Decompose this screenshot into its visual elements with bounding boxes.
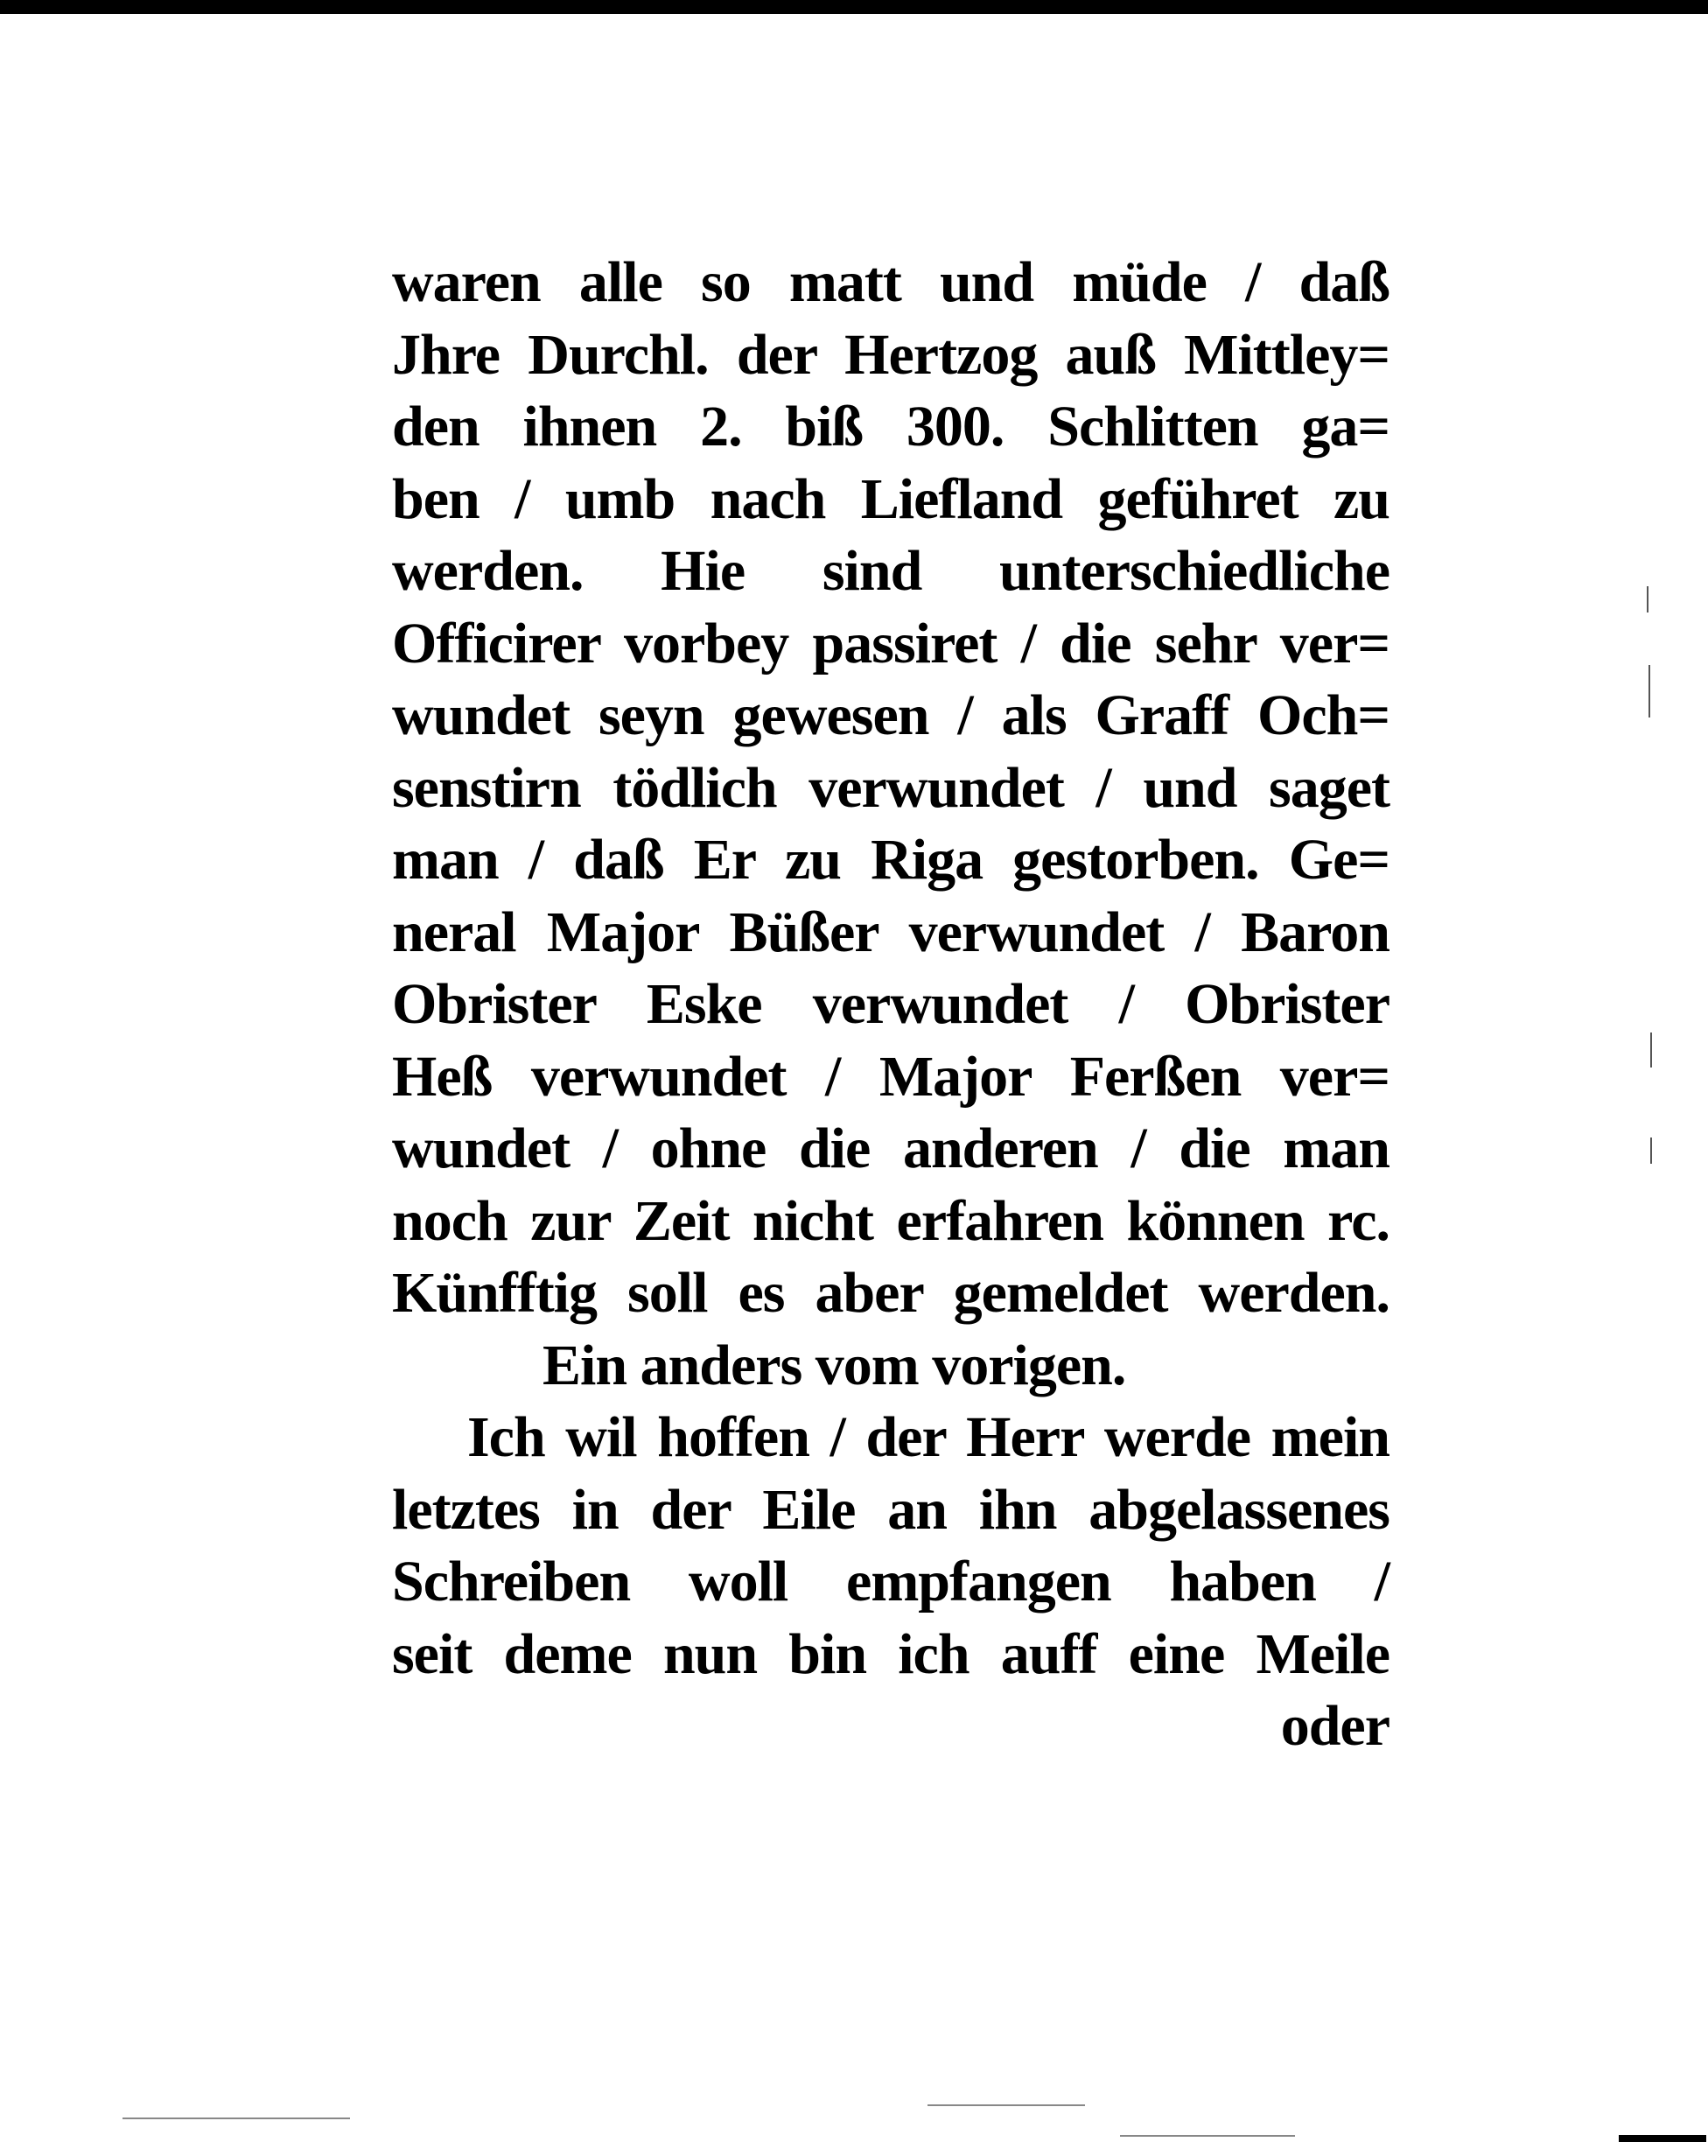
text-line: man / daß Er zu Riga gestorben. Ge= [392, 828, 1390, 892]
text-line: Heß verwundet / Major Ferßen ver= [392, 1044, 1390, 1109]
text-line: ben / umb nach Liefland geführet zu [392, 466, 1390, 531]
scan-artifact [1647, 586, 1648, 612]
text-line: Schreiben woll empfangen haben / [392, 1550, 1390, 1614]
scan-artifact [1650, 1032, 1652, 1068]
text-line: Jhre Durchl. der Hertzog auß Mittley= [392, 322, 1390, 387]
text-line: Künfftig soll es aber gemeldet werden. [392, 1261, 1390, 1325]
text-line: Ich wil hoffen / der Herr werde mein [467, 1405, 1390, 1469]
scan-artifact [1619, 2135, 1706, 2142]
text-line: Obrister Eske verwundet / Obrister [392, 972, 1390, 1036]
text-line: letztes in der Eile an ihn abgelassenes [392, 1477, 1390, 1542]
text-line: wundet / ohne die anderen / die man [392, 1116, 1390, 1180]
scan-artifact [122, 2118, 350, 2119]
scan-artifact [1650, 1138, 1652, 1164]
scan-top-border [0, 0, 1708, 14]
page-text [392, 247, 1390, 1763]
text-line: werden. Hie sind unterschiedliche [392, 539, 1390, 603]
text-line: noch zur Zeit nicht erfahren können rc. [392, 1188, 1390, 1253]
section-heading: Ein anders vom vorigen. [542, 1333, 1126, 1397]
text-line: waren alle so matt und müde / daß [392, 250, 1390, 314]
text-line: senstirn tödlich verwundet / und saget [392, 755, 1390, 820]
text-line: wundet seyn gewesen / als Graff Och= [392, 683, 1390, 747]
text-line: Officirer vorbey passiret / die sehr ver= [392, 611, 1390, 676]
scan-artifact [1648, 665, 1650, 718]
text-line: den ihnen 2. biß 300. Schlitten ga= [392, 395, 1390, 458]
text-line: neral Major Büßer verwundet / Baron [392, 900, 1390, 964]
catchword: oder [1280, 1694, 1390, 1758]
scan-artifact [1120, 2135, 1295, 2137]
scan-artifact [928, 2104, 1085, 2106]
text-line: seit deme nun bin ich auff eine Meile [392, 1621, 1390, 1686]
